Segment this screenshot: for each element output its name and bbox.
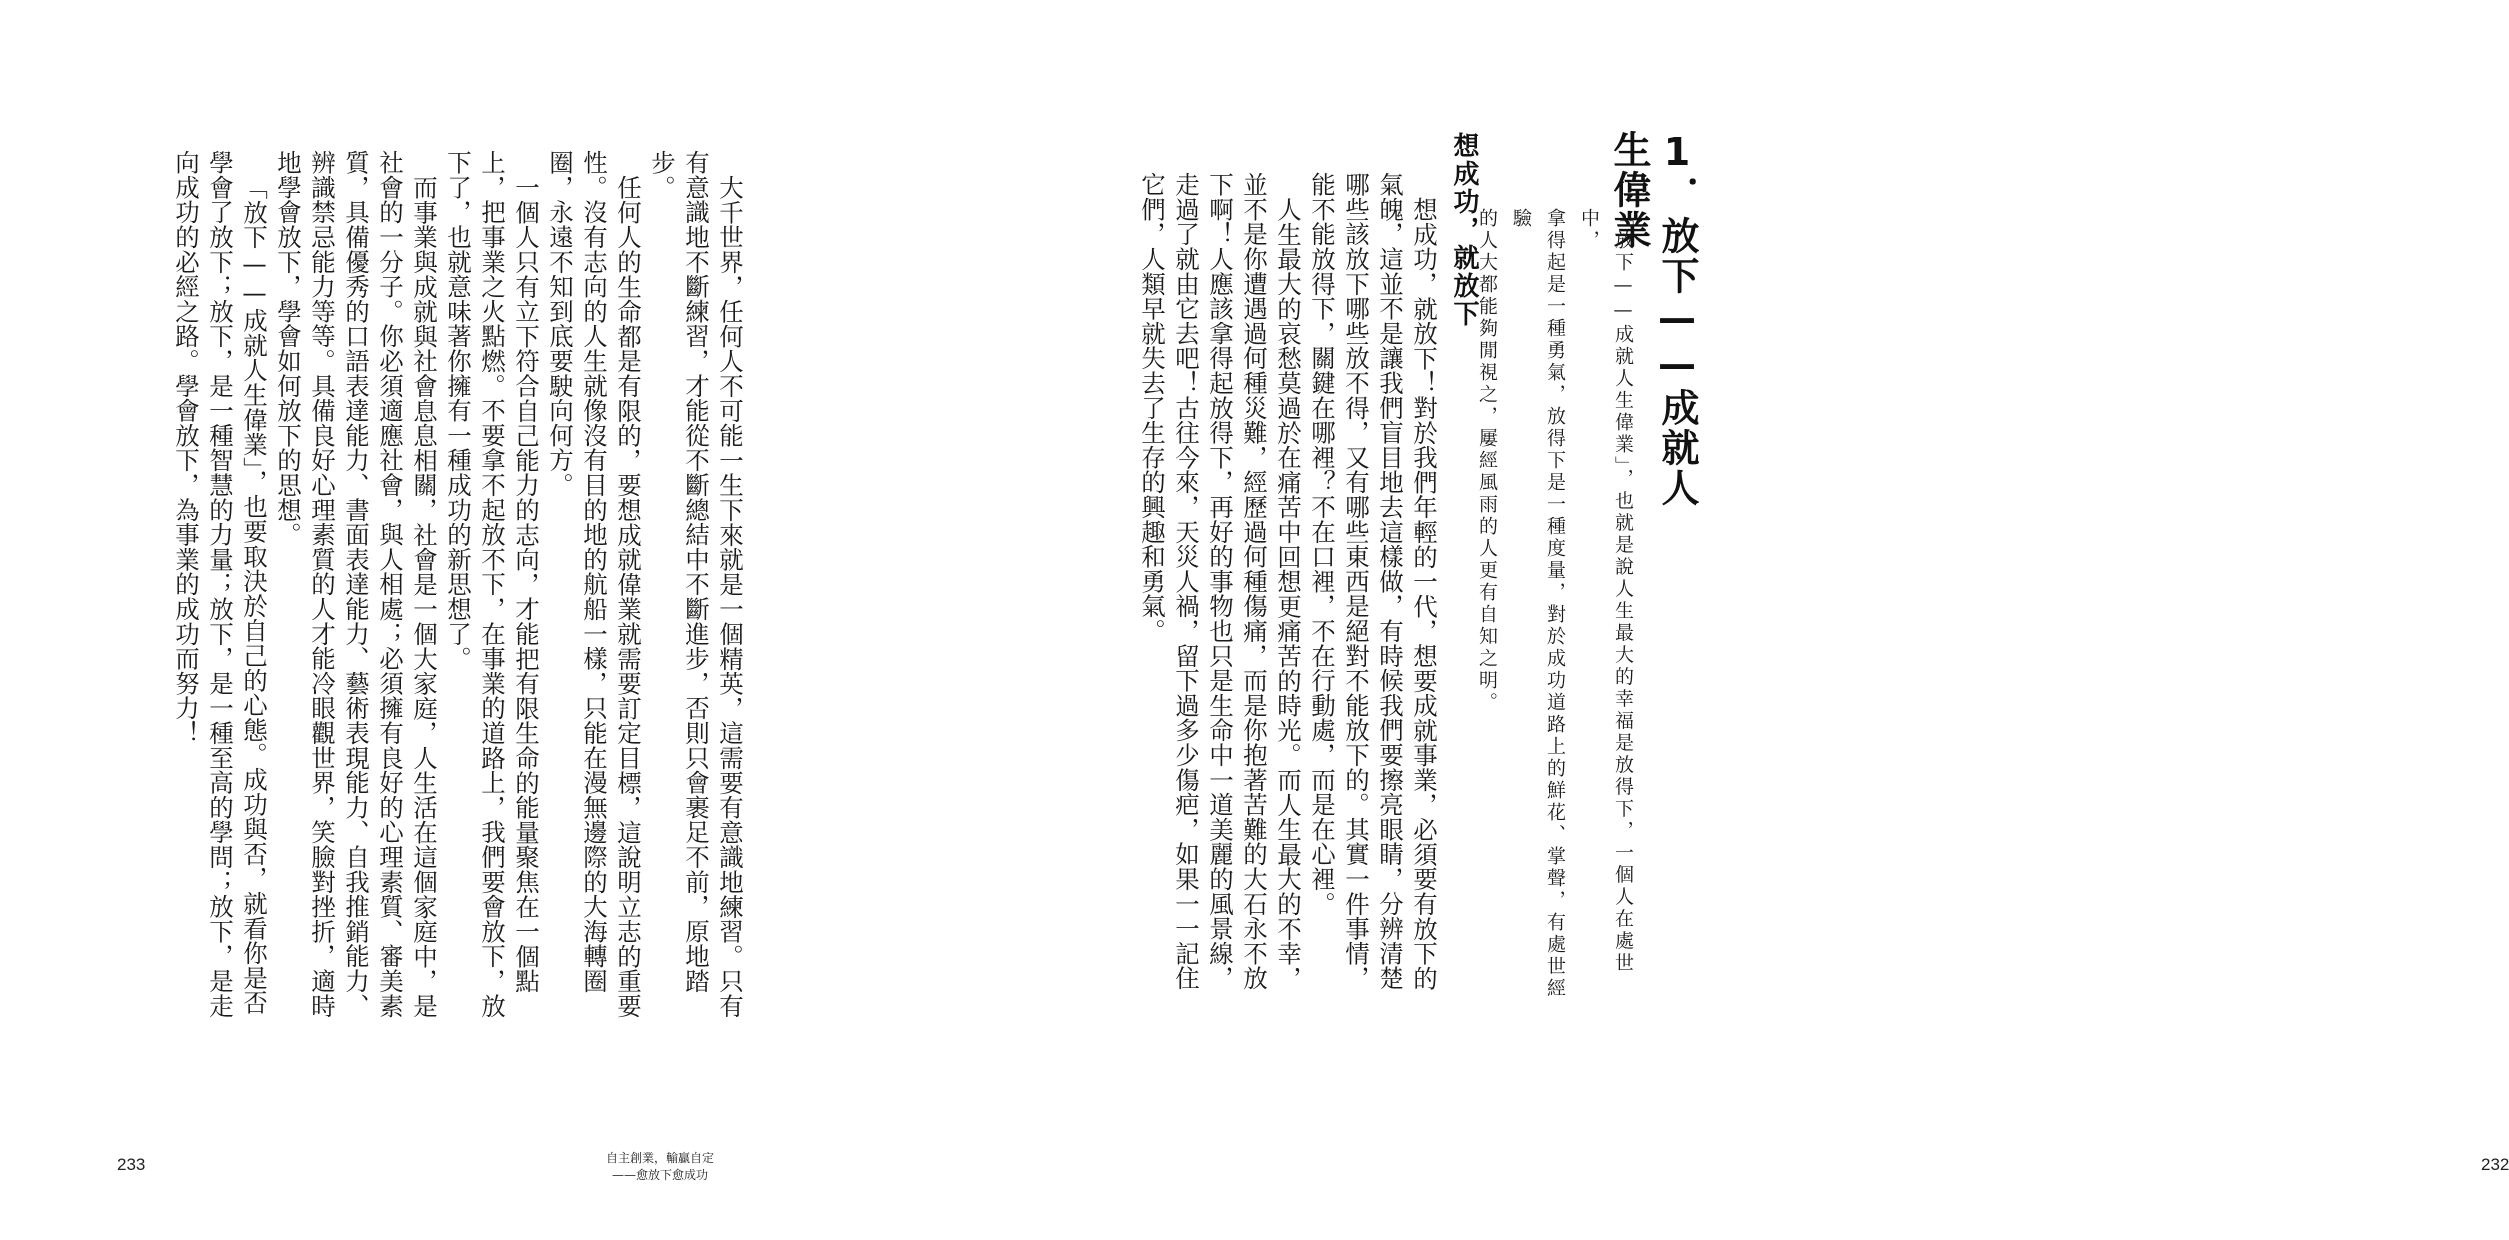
epigraph-line-3: 的人大都能夠閒視之，屢經風雨的人更有自知之明。 [1476, 208, 1498, 714]
left-page [0, 0, 874, 1240]
running-footer-line-1: 自主創業，輸贏自定 [605, 1151, 714, 1165]
running-footer-line-2: ——愈放下愈成功 [611, 1168, 708, 1182]
left-paragraph-2: 任何人的生命都是有限的，要想成就偉業就需要訂定目標，這說明立志的重要性。沒有志向的人生就像沒有目的地的航船一樣，只能在漫無邊際的大海轉圈圈，永遠不知到底要駛向何方。 [546, 150, 643, 1018]
right-page [874, 0, 2509, 1240]
running-footer [590, 1150, 730, 1184]
epigraph-line-1: 「放下——成就人生偉業」，也就是說人生最大的幸福是放得下，一個人在處世中， [1578, 208, 1634, 975]
left-paragraph-1: 大千世界，任何人不可能一生下來就是一個精英，這需要有意識地練習。只有有意識地不斷練習，才能從不斷總結中不斷進步，否則只會裹足不前，原地踏步。 [648, 150, 745, 1018]
right-page-number: 232 [2481, 1155, 2509, 1174]
left-paragraph-5: 「放下——成就人生偉業」，也要取決於自己的心態。成功與否，就看你是否學會了放下；放下，是一種智慧的力量；放下，是一種至高的學問；放下，是走向成功的必經之路。學會放下，為事業的成功而努力！ [172, 150, 269, 1018]
left-paragraph-3: 一個人只有立下符合自己能力的志向，才能把有限生命的能量聚焦在一個點上，把事業之火點燃。不要拿不起放不下，在事業的道路上，我們要會放下，放下了，也就意味著你擁有一種成功的新思想了。 [444, 150, 541, 1018]
right-paragraph-1: 想成功，就放下！對於我們年輕的一代，想要成就事業，必須要有放下的氣魄，這並不是讓我們盲目地去這樣做，有時候我們要擦亮眼睛，分辨清楚哪些該放下哪些放不得，又有哪些東西是絕對不能放下的。其實一件事情，能不能放得下，關鍵在哪裡？不在口裡，不在行動處，而是在心裡。 [1308, 172, 1439, 991]
left-paragraph-4: 而事業與成就與社會息息相關，社會是一個大家庭，人生活在這個家庭中，是社會的一分子。你必須適應社會，與人相處；必須擁有良好的心理素質、審美素質，具備優秀的口語表達能力、書面表達能力、藝術表現能力、自我推銷能力、辨識禁忌能力等等。具備良好心理素質的人才能冷眼觀世界，笑臉對挫折，適時地學會放下，學會如何放下的思想。 [274, 150, 439, 1018]
epigraph-line-2: 拿得起是一種勇氣，放得下是一種度量，對於成功道路上的鮮花、掌聲，有處世經驗 [1510, 208, 1566, 1000]
left-page-number: 233 [117, 1155, 146, 1174]
left-page-body [169, 150, 747, 1022]
chapter-title: 1．放下——成就人生偉業 [1607, 130, 1699, 508]
chapter-epigraph [1470, 208, 1640, 1008]
right-paragraph-2: 人生最大的哀愁莫過於在痛苦中回想更痛苦的時光。而人生最大的不幸，並不是你遭遇過何種災難，經歷過何種傷痛，而是你抱著苦難的大石永不放下啊！人應該拿得起放得下，再好的事物也只是生命中一道美麗的風景線，走過了就由它去吧！古往今來，天災人禍，留下過多少傷疤，如果一一記住它們，人類早就失去了生存的興趣和勇氣。 [1138, 172, 1303, 991]
right-page-body [1135, 172, 1441, 1012]
section-heading: 想成功，就放下 [1449, 132, 1479, 328]
